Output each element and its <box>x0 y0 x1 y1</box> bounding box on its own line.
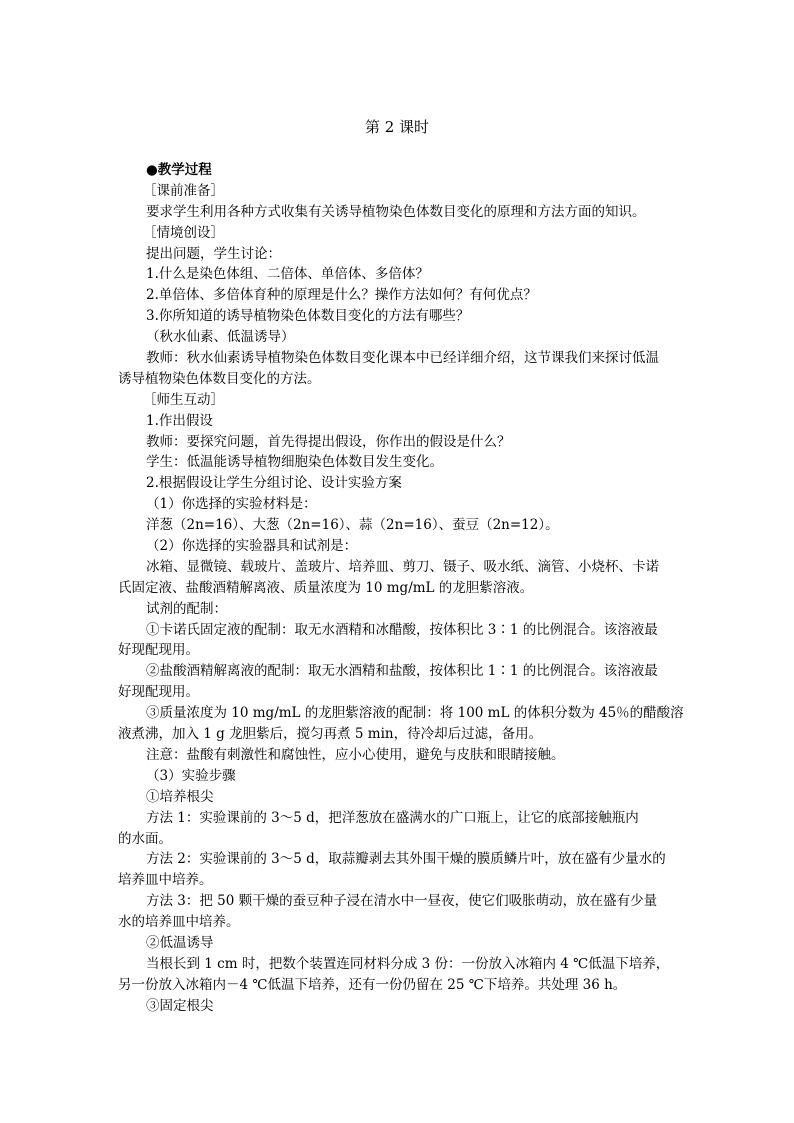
paragraph-line: 教师：要探究问题，首先得提出假设，你作出的假设是什么？ <box>146 433 511 450</box>
paragraph-line: 注意：盐酸有刺激性和腐蚀性，应小心使用，避免与皮肤和眼睛接触。 <box>146 746 565 763</box>
paragraph-line: ①培养根尖 <box>146 788 214 805</box>
paragraph-line: 提出问题，学生讨论： <box>146 245 281 262</box>
paragraph-line: 洋葱（2n=16）、大葱（2n=16）、蒜（2n=16）、蚕豆（2n=12）。 <box>146 517 559 534</box>
paragraph-line: 冰箱、显微镜、载玻片、盖玻片、培养皿、剪刀、镊子、吸水纸、滴管、小烧杯、卡诺 <box>146 558 659 575</box>
document-body <box>118 160 684 1017</box>
paragraph-line: 方法 2：实验课前的 3～5 d，取蒜瓣剥去其外围干燥的膜质鳞片叶，放在盛有少量水的 <box>146 851 666 868</box>
list-item: 3.你所知道的诱导植物染色体数目变化的方法有哪些？ <box>146 308 470 325</box>
paragraph-line: （1）你选择的实验材料是： <box>146 496 317 513</box>
list-item: 1.作出假设 <box>146 412 213 429</box>
list-item: 1.什么是染色体组、二倍体、单倍体、多倍体？ <box>146 266 429 283</box>
paragraph-line: 当根长到 1 cm 时，把数个装置连同材料分成 3 份：一份放入冰箱内 4 ℃低温下培养， <box>146 955 670 972</box>
paragraph-line: ①卡诺氏固定液的配制：取无水酒精和冰醋酸，按体积比 3∶1 的比例混合。该溶液最 <box>146 621 658 638</box>
page-title: 第 2 课时 <box>364 118 430 136</box>
paragraph-line: 好现配现用。 <box>118 684 199 701</box>
subsection-heading: ［课前准备］ <box>143 182 224 199</box>
paragraph-line: ②低温诱导 <box>146 934 214 951</box>
subsection-heading: ［情境创设］ <box>143 224 224 241</box>
paragraph-line: 水的培养皿中培养。 <box>118 914 240 931</box>
paragraph-line: （3）实验步骤 <box>146 767 236 784</box>
paragraph-line: 液煮沸，加入 1 g 龙胆紫后，搅匀再煮 5 min，待冷却后过滤，备用。 <box>118 726 543 743</box>
paragraph-line: ③质量浓度为 10 mg/mL 的龙胆紫溶液的配制：将 100 mL 的体积分数为 45％的醋酸溶 <box>146 705 684 722</box>
paragraph-line: （2）你选择的实验器具和试剂是： <box>146 538 358 555</box>
paragraph-line: 教师：秋水仙素诱导植物染色体数目变化课本中已经详细介绍，这节课我们来探讨低温 <box>146 350 659 367</box>
paragraph-line: ③固定根尖 <box>146 997 214 1014</box>
paragraph-line: 诱导植物染色体数目变化的方法。 <box>118 370 321 387</box>
paragraph-line: （秋水仙素、低温诱导） <box>146 329 295 346</box>
paragraph-line: 要求学生利用各种方式收集有关诱导植物染色体数目变化的原理和方法方面的知识。 <box>146 203 646 220</box>
paragraph-line: ②盐酸酒精解离液的配制：取无水酒精和盐酸，按体积比 1∶1 的比例混合。该溶液最 <box>146 663 658 680</box>
section-heading: ●教学过程 <box>146 162 212 178</box>
paragraph-line: 另一份放入冰箱内－4 ℃低温下培养，还有一份仍留在 25 ℃下培养。共处理 36 h。 <box>118 976 627 993</box>
paragraph-line: 的水面。 <box>118 830 172 847</box>
paragraph-line: 方法 1：实验课前的 3～5 d，把洋葱放在盛满水的广口瓶上，让它的底部接触瓶内 <box>146 809 639 826</box>
list-item: 2.单倍体、多倍体育种的原理是什么？操作方法如何？有何优点？ <box>146 287 537 304</box>
paragraph-line: 试剂的配制： <box>146 600 227 617</box>
subsection-heading: ［师生互动］ <box>143 391 224 408</box>
paragraph-line: 方法 3：把 50 颗干燥的蚕豆种子浸在清水中一昼夜，使它们吸胀萌动，放在盛有少量 <box>146 893 658 910</box>
list-item: 2.根据假设让学生分组讨论、设计实验方案 <box>146 475 402 492</box>
paragraph-line: 学生：低温能诱导植物细胞染色体数目发生变化。 <box>146 454 443 471</box>
paragraph-line: 培养皿中培养。 <box>118 872 213 889</box>
paragraph-line: 氏固定液、盐酸酒精解离液、质量浓度为 10 mg/mL 的龙胆紫溶液。 <box>118 579 534 596</box>
paragraph-line: 好现配现用。 <box>118 642 199 659</box>
